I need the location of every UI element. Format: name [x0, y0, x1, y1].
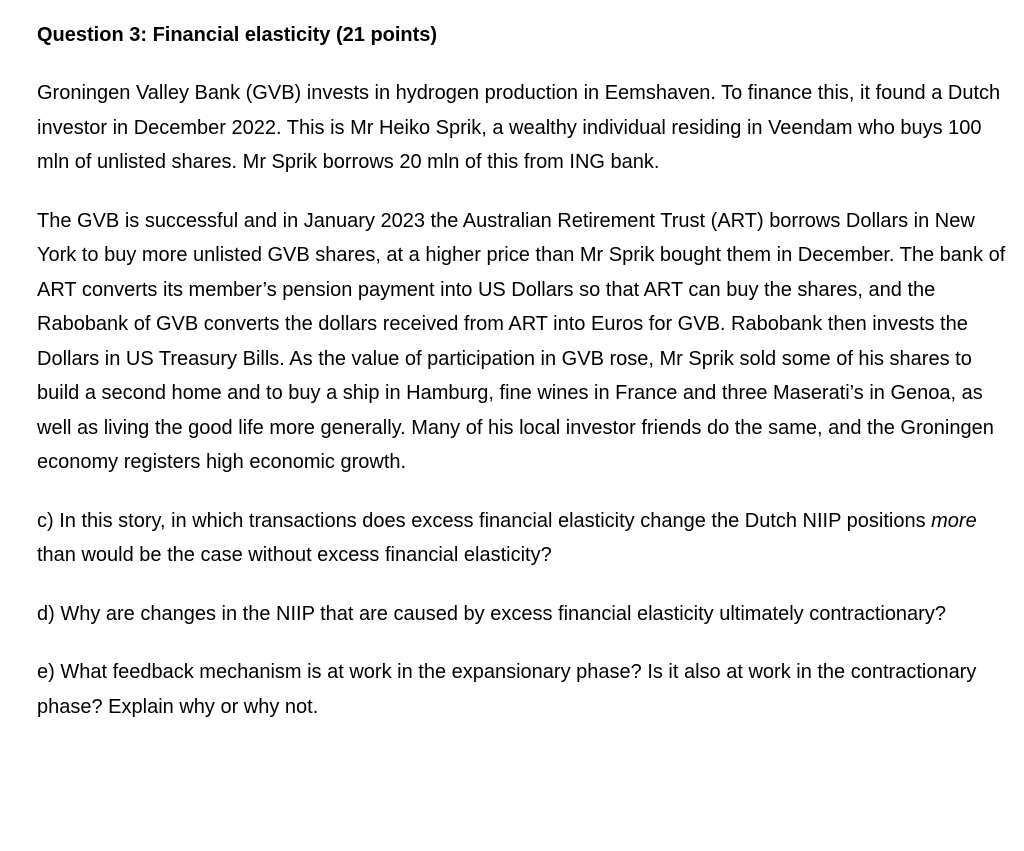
question-c-text-after: than would be the case without excess financial elasticity? [37, 544, 552, 566]
paragraph-intro: Groningen Valley Bank (GVB) invests in hydrogen production in Eemshaven. To finance this, it found a Dutch investor in December 2022. This is Mr Heiko Sprik, a wealthy individual residing in Veendam who buys 100 mln of unlisted shares. Mr Sprik borrows 20 mln of this from ING bank. [37, 82, 1001, 173]
question-e: e) What feedback mechanism is at work in the expansionary phase? Is it also at work in the contractionary phase? Explain why or why not. [37, 661, 977, 718]
question-d: d) Why are changes in the NIIP that are caused by excess financial elasticity ultimately contractionary? [37, 602, 946, 625]
question-title: Question 3: Financial elasticity (21 points) [37, 24, 438, 46]
document [37, 18, 1012, 724]
question-c [37, 504, 1012, 573]
question-c-text-before: c) In this story, in which transactions does excess financial elasticity change the Dutch NIIP positions [37, 509, 932, 532]
paragraph-story: The GVB is successful and in January 2023 the Australian Retirement Trust (ART) borrows Dollars in New York to buy more unlisted GVB shares, at a higher price than Mr Sprik bought them in December. The bank of ART converts its member’s pension payment into US Dollars so that ART can buy the shares, and the Rabobank of GVB converts the dollars received from ART into Euros for GVB. Rabobank then invests the Dollars in US Treasury Bills. As the value of participation in GVB rose, Mr Sprik sold some of his shares to build a second home and to buy a ship in Hamburg, fine wines in France and three Maserati’s in Genoa, as well as living the good life more generally. Many of his local investor friends do the same, and the Groningen economy registers high economic growth. [37, 209, 1006, 473]
question-c-emphasis: more [931, 509, 977, 532]
